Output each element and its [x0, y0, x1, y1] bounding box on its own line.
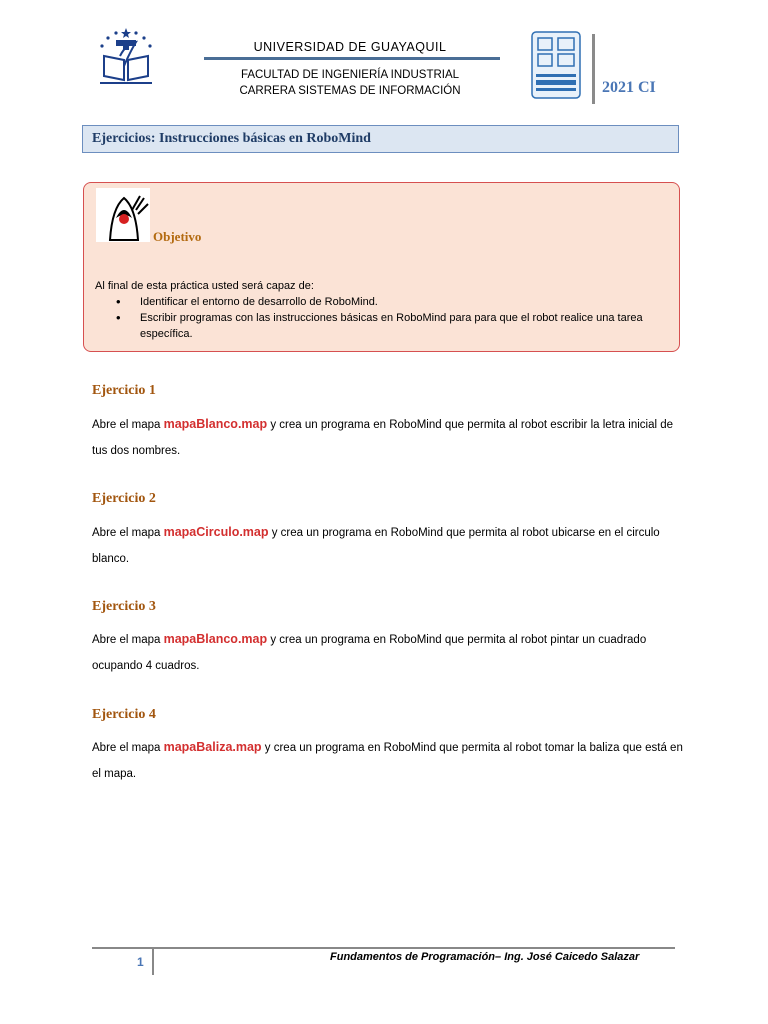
- page-title: Ejercicios: Instrucciones básicas en RoboMind: [92, 131, 371, 146]
- objective-heading: Objetivo: [153, 229, 202, 244]
- faculty-name: FACULTAD DE INGENIERÍA INDUSTRIAL: [240, 69, 460, 81]
- header-divider: [204, 57, 500, 60]
- exercise-1-heading: Ejercicio 1: [92, 383, 156, 398]
- map-filename: mapaBlanco.map: [163, 632, 268, 646]
- exercise-2-text: Abre el mapa mapaCirculo.map y crea un programa en RoboMind que permita al robot ubicarse en el circulo blanco.: [92, 525, 660, 565]
- exercise-2-heading: Ejercicio 2: [92, 491, 156, 506]
- objective-list: [108, 294, 668, 342]
- career-logo: [530, 30, 582, 100]
- exercise-3-text: Abre el mapa mapaBlanco.map y crea un programa en RoboMind que permita al robot pintar un cuadrado ocupando 4 cuadros.: [92, 632, 647, 672]
- map-filename: mapaBaliza.map: [163, 740, 262, 754]
- university-logo: [96, 26, 156, 96]
- footer-divider: [92, 947, 675, 949]
- objective-intro: Al final de esta práctica usted será capaz de:: [95, 280, 314, 292]
- university-name: UNIVERSIDAD DE GUAYAQUIL: [253, 40, 447, 54]
- header-vertical-divider: [592, 34, 595, 104]
- exercise-4-text: Abre el mapa mapaBaliza.map y crea un programa en RoboMind que permita al robot tomar la baliza que está en el mapa.: [92, 740, 683, 780]
- page-number: 1: [137, 955, 144, 969]
- map-filename: mapaCirculo.map: [163, 525, 269, 539]
- exercise-1-text: Abre el mapa mapaBlanco.map y crea un programa en RoboMind que permita al robot escribir la letra inicial de tus dos nombres.: [92, 417, 674, 457]
- objective-bullet: • Escribir programas con las instrucciones básicas en RoboMind para para que el robot realice una tarea específica.: [108, 310, 668, 342]
- objective-bullet: • Identificar el entorno de desarrollo de RoboMind.: [108, 294, 668, 310]
- exercise-3-heading: Ejercicio 3: [92, 599, 156, 614]
- duke-mascot-icon: [96, 188, 150, 242]
- map-filename: mapaBlanco.map: [163, 417, 268, 431]
- faculty-block: [200, 67, 500, 99]
- exercise-4-heading: Ejercicio 4: [92, 707, 156, 722]
- career-name: CARRERA SISTEMAS DE INFORMACIÓN: [239, 85, 461, 97]
- year-label: 2021 CI: [602, 79, 656, 96]
- footer-vertical-divider: [152, 949, 154, 975]
- footer-text: Fundamentos de Programación– Ing. José Caicedo Salazar: [330, 951, 640, 963]
